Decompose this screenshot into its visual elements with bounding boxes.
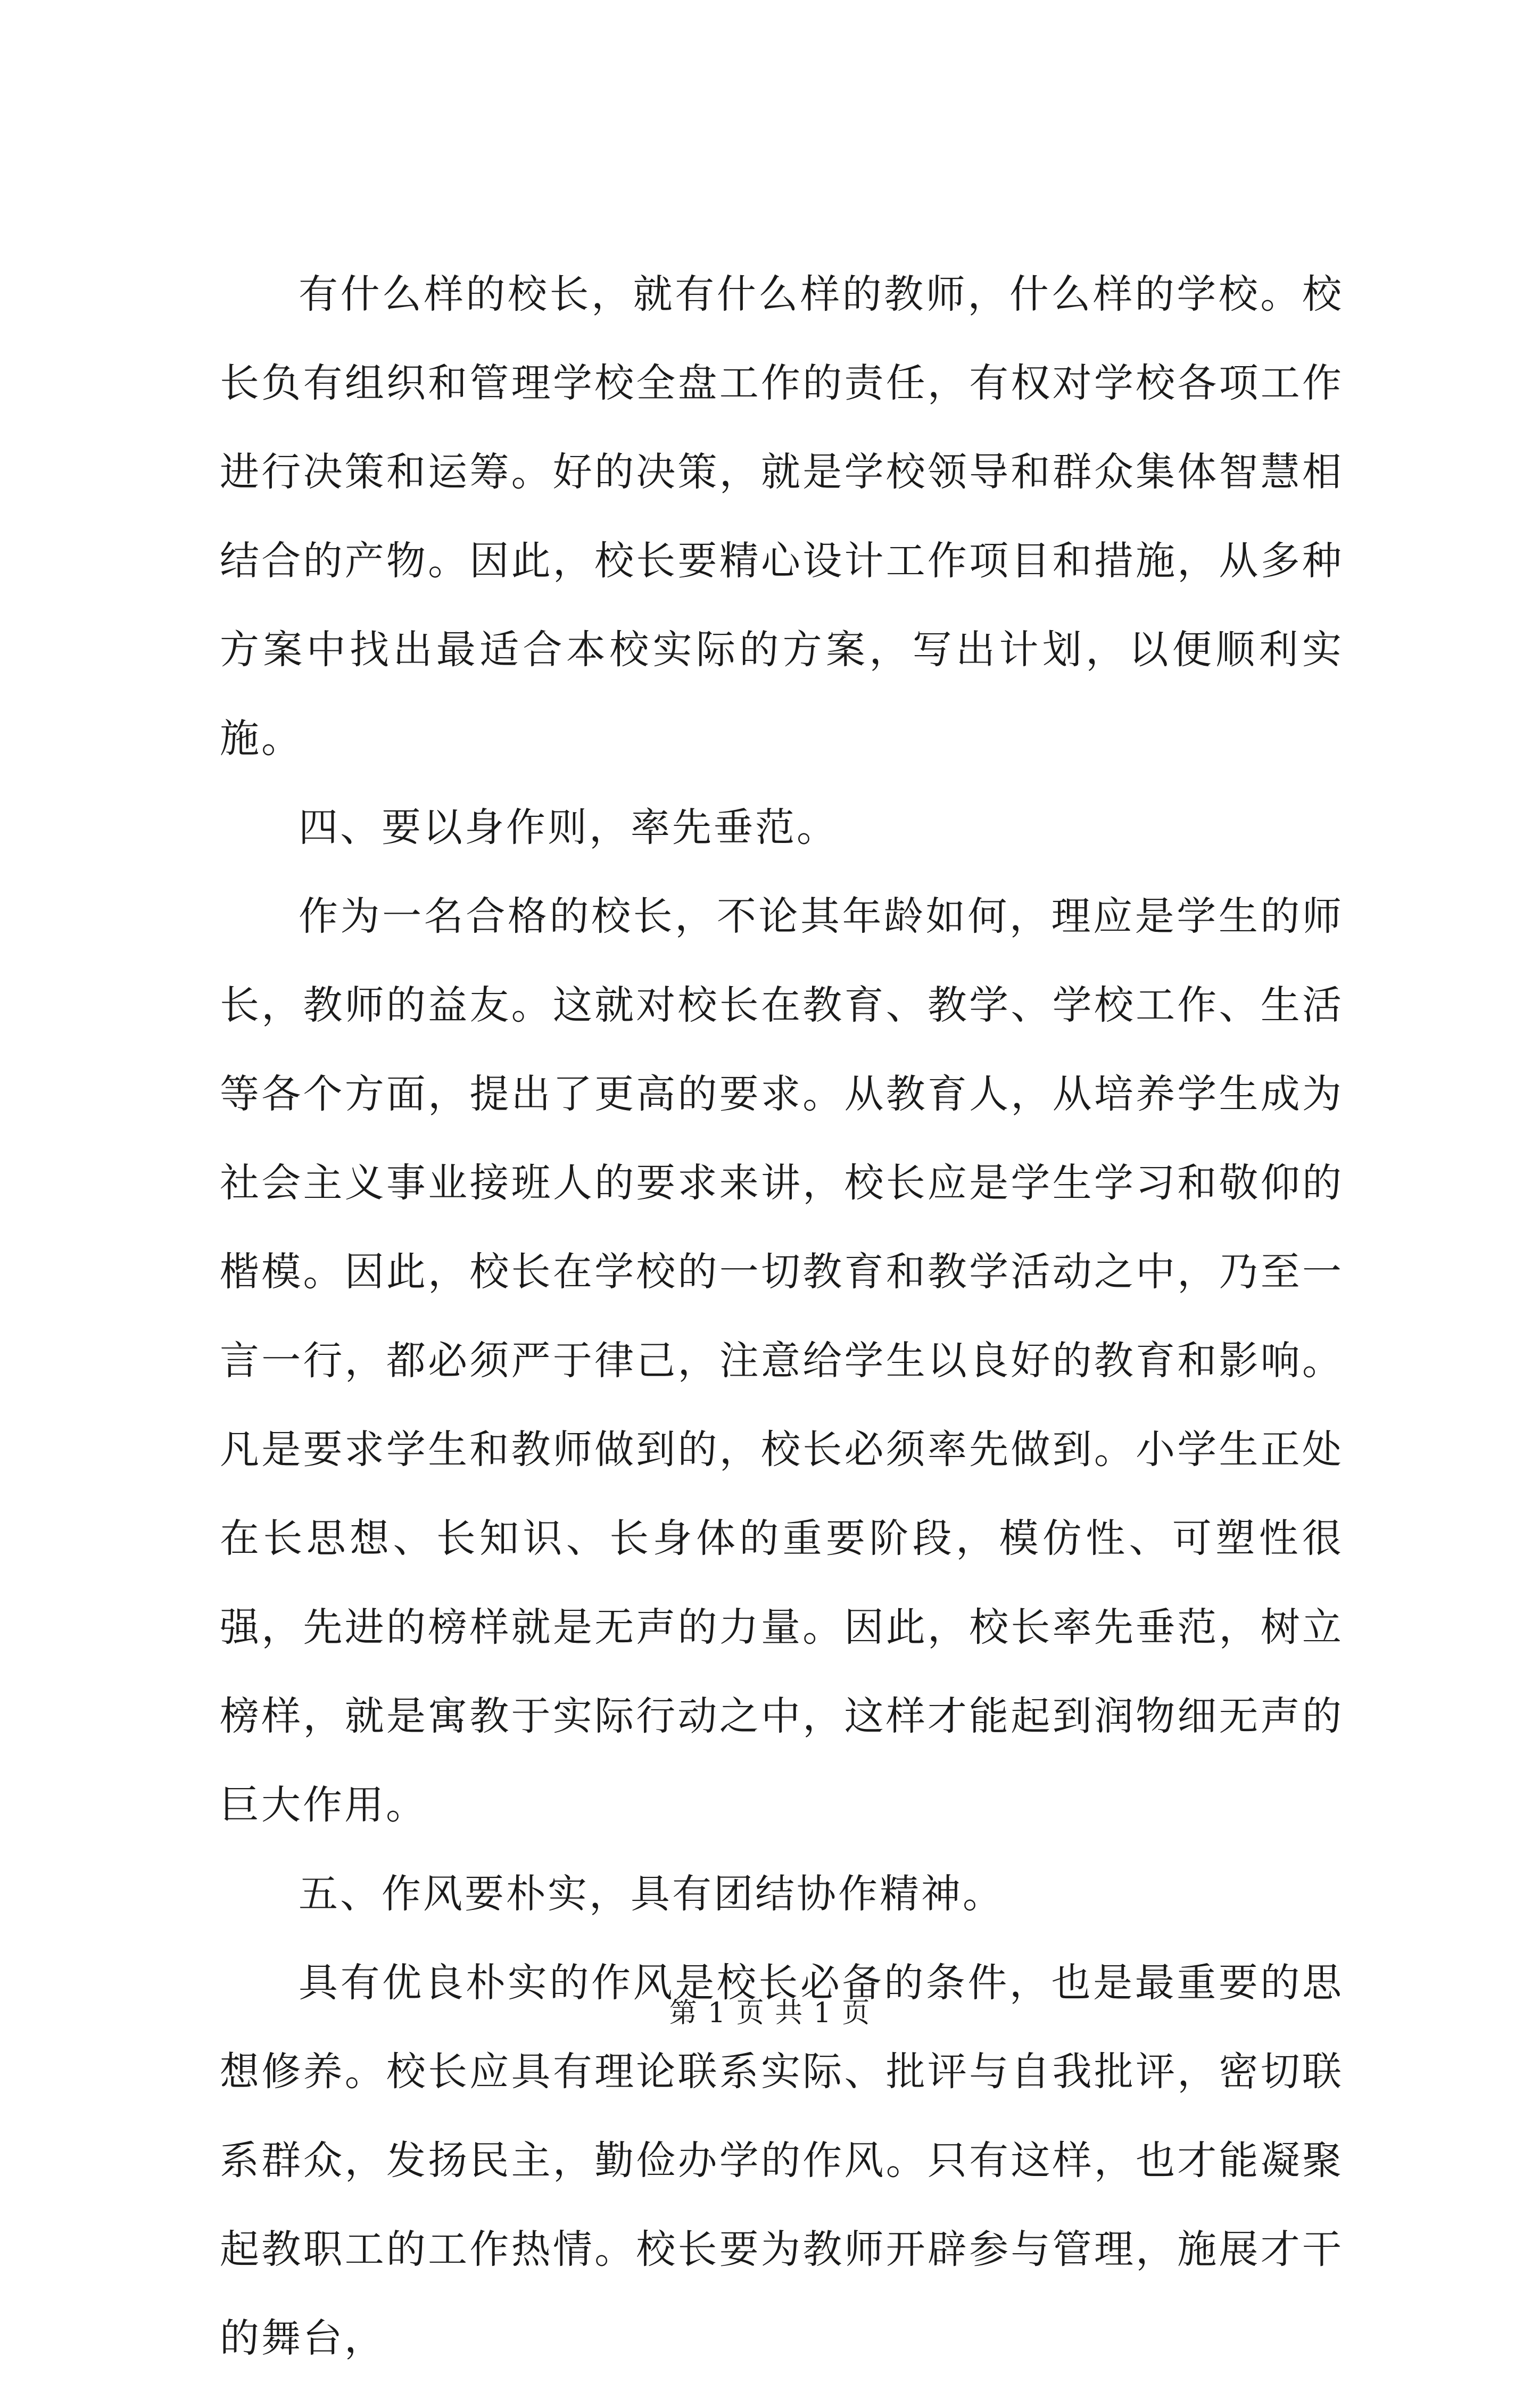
section-heading-5: 五、作风要朴实，具有团结协作精神。 (299, 1871, 1004, 1917)
paragraph-principal-role: 有什么样的校长，就有什么样的教师，什么样的学校。校长负有组织和管理学校全盘工作的责任，有权对学校各项工作进行决策和运筹。好的决策，就是学校领导和群众集体智慧相结合的产物。因此，校长要精心设计工作项目和措施，从多种方案中找出最适合本校实际的方案，写出计划，以便顺利实施。 (220, 271, 1344, 762)
section-heading-4: 四、要以身作则，率先垂范。 (299, 805, 838, 850)
page-footer: 第 1 页 共 1 页 (669, 1997, 871, 2029)
paragraph-lead-by-example: 作为一名合格的校长，不论其年龄如何，理应是学生的师长，教师的益友。这就对校长在教育、教学、学校工作、生活等各个方面，提出了更高的要求。从教育人，从培养学生成为社会主义事业接班人的要求来讲，校长应是学生学习和敬仰的楷模。因此，校长在学校的一切教育和教学活动之中，乃至一言一行，都必须严于律己，注意给学生以良好的教育和影响。凡是要求学生和教师做到的，校长必须率先做到。小学生正处在长思想、长知识、长身体的重要阶段，模仿性、可塑性很强，先进的榜样就是无声的力量。因此，校长率先垂范，树立榜样，就是寓教于实际行动之中，这样才能起到润物细无声的巨大作用。 (220, 893, 1344, 1828)
paragraph-work-style: 具有优良朴实的作风是校长必备的条件，也是最重要的思想修养。校长应具有理论联系实际、批评与自我批评，密切联系群众，发扬民主，勤俭办学的作风。只有这样，也才能凝聚起教职工的工作热情。校长要为教师开辟参与管理，施展才干的舞台， (220, 1960, 1344, 2361)
document-body (220, 250, 1344, 2383)
